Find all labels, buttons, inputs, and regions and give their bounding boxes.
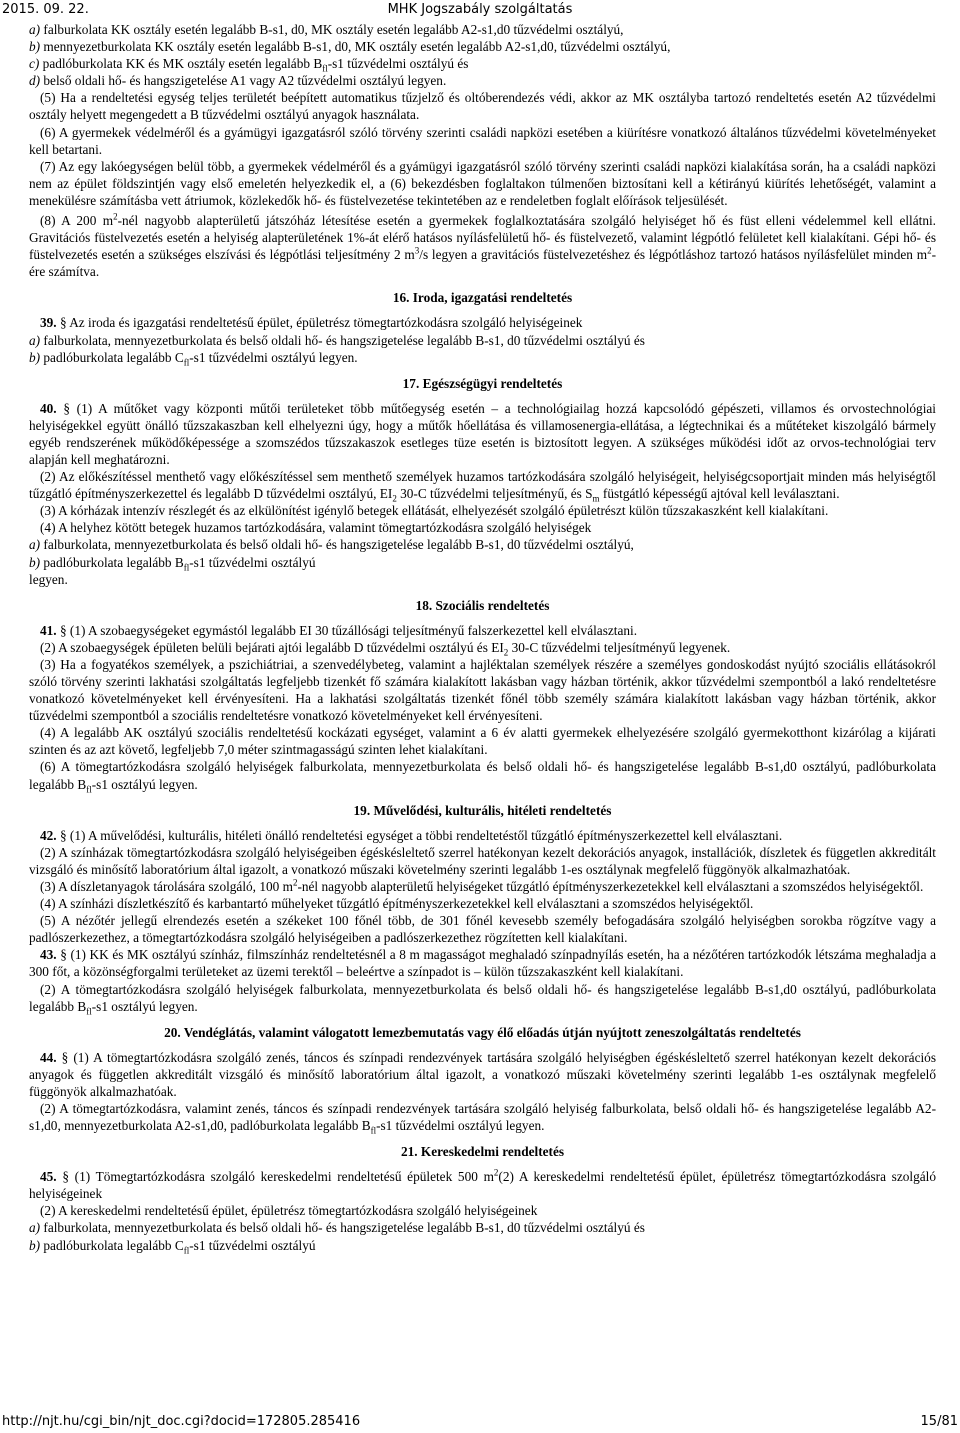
paragraph: legyen. [29,571,68,587]
section-number: 39. [40,315,57,331]
paragraph: (2) A kereskedelmi rendeltetésű épület, épületrész tömegtartózkodásra szolgáló helyiségeinek [40,1203,538,1219]
paragraph-text: (6) A tömegtartózkodásra szolgáló helyiségek falburkolata, mennyezetburkolata és belső oldali hő- és hangszigetelése legalább B-s1,d0 osztályú, padlóburkolata legalább B [29,759,936,792]
paragraph-text: (2) A tömegtartózkodásra szolgáló helyiségek falburkolata, mennyezetburkolata és belső oldali hő- és hangszigetelése legalább B-s1,d0 osztályú, padlóburkolata legalább B [29,981,936,1014]
superscript: 2 [113,211,118,222]
paragraph-text: -s1 tűzvédelmi osztályú és [327,56,469,72]
section-number: 42. [40,827,57,843]
paragraph: (7) Az egy lakóegységen belül több, a gyermekek védelméről és a gyámügyi igazgatásról szóló törvény szerinti családi napközi kialakítása során, ha a családi napközi nem az épület földszintjén vagy első emeletén helyezkedik el, a (6) bekezdésben foglaltakon túlmenően biztosítani kell a kétirányú kiürítés lehetőségét, valamint a menekülésre számításba vett átriumok, közlekedők hő- és füstelvezetése tekintetében az e rendeletben foglalt előírások teljesülését. [29,158,936,208]
paragraph [29,314,936,331]
item-letter: c) [29,56,40,72]
section-number: 41. [40,622,57,638]
paragraph-text: -s1 tűzvédelmi osztályú legyen. [189,349,358,365]
paragraph [29,1100,936,1134]
superscript: 2 [493,1167,499,1178]
paragraph-text: -s1 tűzvédelmi osztályú [189,1237,316,1253]
paragraph-text: füstgátló képességű ajtóval kell leválasztani. [599,486,840,502]
item-letter: a) [29,1220,41,1236]
section-heading: 20. Vendéglátás, valamint válogatott lemezbemutatás vagy élő előadás útján nyújtott zeneszolgáltatás rendeltetés [164,1024,801,1040]
paragraph: (4) A legalább AK osztályú szociális rendeltetésű kockázati egységet, valamint a 6 év alatti gyermekek elhelyezésére szolgáló gyermekotthont kizárólag a kijárati szinten és az azt követő, legfeljebb 7,0 méter szintmagasságú szinten lehet kialakítani. [29,725,936,758]
item-letter: b) [29,39,41,55]
paragraph [29,72,936,89]
paragraph-text: -nél nagyobb alapterületű helyiségeket tűzgátló építményszerkezetekkel kell elválasztani a szomszédos helyiségektől. [297,878,924,894]
subscript: fl [86,1006,92,1017]
section-heading: 16. Iroda, igazgatási rendeltetés [392,290,573,306]
paragraph-text: belső oldali hő- és hangszigetelése A1 vagy A2 tűzvédelmi osztályú legyen. [40,73,447,89]
paragraph-text: -ére számítva. [29,247,936,280]
paragraph: (3) Ha a fogyatékos személyek, a pszichiátriai, a szenvedélybeteg, valamint a hajléktalan személyek részére a személyes gondoskodást nyújtó szociális ellátásokról szóló törvény szerinti lakhatási szolgáltatás legfeljebb tizenkét fő számára kialakított lakásban vagy házban történik, akkor tűzvédelmi szempontból a lakó rendeltetésre vonatkozó követelményeket kell érvényesíteni. Ha a lakhatási szolgáltatás tizenkét főnél több személy számára kialakított lakásban vagy házban történik, akkor tűzvédelmi szempontból a szociális rendeltetésre vonatkozó követelményeket kell érvényesíteni. [29,656,936,724]
paragraph-text: 30-C tűzvédelmi teljesítményű, és S [396,486,593,502]
section-number: 43. [40,947,57,963]
print-date: 2015. 09. 22. [2,2,89,17]
paragraph [29,1168,936,1202]
page-header [0,1,960,19]
subscript: fl [86,784,92,795]
paragraph-text: -s1 tűzvédelmi osztályú [189,554,316,570]
paragraph [29,827,936,844]
section-heading: 17. Egészségügyi rendeltetés [402,375,563,391]
item-letter: a) [29,332,41,348]
superscript: 2 [927,245,932,256]
paragraph-text: (8) A 200 m [40,213,114,229]
paragraph [29,622,936,639]
paragraph: (5) Ha a rendeltetési egység teljes területét beépített automatikus tűzjelző és oltóberendezés védi, akkor az MK osztályba tartozó rendeltetés esetén A2 tűzvédelmi osztály helyett megengedett a B tűzvédelmi osztályú anyagok használata. [29,90,936,123]
paragraph [29,878,936,895]
subscript: fl [183,357,190,368]
paragraph [29,554,936,571]
item-letter: b) [29,554,41,570]
paragraph-text: -s1 osztályú legyen. [91,776,198,792]
paragraph: (3) A kórházak intenzív részlegét és az elkülönítést igénylő betegek ellátását, elhelyezését szolgáló épületrészt külön tűzszakaszként kell kialakítani. [40,503,829,519]
paragraph-text: § (1) A szobaegységeket egymástól legalább EI 30 tűzállósági teljesítményű falszerkezettel kell elválasztani. [56,622,638,638]
paragraph-text: falburkolata, mennyezetburkolata és belső oldali hő- és hangszigetelése legalább B-s1, d0 tűzvédelmi osztályú és [40,1220,645,1236]
subscript: fl [370,1125,377,1136]
paragraph: (5) A nézőtér jellegű elrendezés esetén a székeket 100 főnél több, de 301 főnél kevesebb személy befogadására szolgáló helyiségben sorokba rögzítve vagy a padlószerkezethez, a tömegtartózkodásra szolgáló helyiségeiben a padlószerkezethez rögzítetten kell kialakítani. [29,913,936,946]
item-letter: a) [29,537,41,553]
paragraph-text: § (1) A műtőket vagy központi műtői területeket több műtőegység esetén – a technológiailag hozzá kapcsolódó gépészeti, villamos és orvostechnológiai helyiségekkel együtt önálló tűzszakaszban kell elhelyezni úgy, hogy a műtők hőellátása és villamosenergia-ellátása, a légtechnikai és a műtéteket kiszolgáló bármely egyéb rendszerének működőképessége a szomszédos tűzszakaszok esetleges tüze esetén is biztosított legyen. A szükséges működési időt az orvos-technológiai terv alapján kell meghatározni. [29,400,936,467]
paragraph: (4) A helyhez kötött betegek huzamos tartózkodására, valamint tömegtartózkodásra szolgáló helyiségek [40,520,592,536]
paragraph [29,758,936,795]
section-number: 45. [40,1169,57,1185]
page-header-title: MHK Jogszabály szolgáltatás [387,2,573,17]
paragraph [29,21,936,38]
paragraph-text: § (1) Tömegtartózkodásra szolgáló kereskedelmi rendeltetésű épületek 500 m [56,1169,494,1185]
paragraph [29,400,936,468]
paragraph-text: (2) Az előkészítéssel menthető vagy előkészítéssel sem menthető személyek huzamos tartózkodására szolgáló helyiségeit, helyiségcsoportjait minden más helyiségtől tűzgátló építményszerkezettel és legalább D tűzvédelmi osztályú, EI [29,469,936,502]
paragraph-text: padlóburkolata KK és MK osztály esetén legalább B [39,56,323,72]
paragraph-text: falburkolata KK osztály esetén legalább B-s1, d0, MK osztály esetén legalább A2-s1,d0 tűzvédelmi osztályú, [40,22,624,37]
paragraph-text: -s1 tűzvédelmi osztályú legyen. [376,1118,545,1134]
paragraph [29,468,936,502]
paragraph [29,981,936,1015]
paragraph [29,38,936,55]
paragraph-text: (2) A tömegtartózkodásra, valamint zenés, táncos és színpadi rendezvények tartására szolgáló helyiség falburkolata, belső oldali hő- és hangszigetelése legalább A2-s1,d0, mennyezetburkolata A2-s1,d0, padlóburkolata legalább B [29,1100,936,1134]
superscript: 3 [414,245,420,256]
item-letter: b) [29,349,41,365]
paragraph-text: -nél nagyobb alapterületű játszóház létesítése esetén a gyermekek foglalkoztatására szolgáló helyiséget hő és füst elleni védelemmel kell ellátni. Gravitációs füstelvezetés esetén a helyiség alapterületének 1%-át elérő hatásos nyílásfelületű hő- és füstelvezető, valamint légpótló felületet kell kialakítani. Gépi hő- és füstelvezetés esetén a szükséges elszívási és légpótlási teljesítmény 2 m [29,213,936,263]
subscript: fl [322,63,328,74]
paragraph [29,1219,936,1236]
paragraph [29,1049,936,1100]
paragraph: (2) A színházak tömegtartózkodásra szolgáló helyiségeiben égéskésleltető szerrel hatékonyan kezelt dekorációs anyagok, installációk, díszletek és független akkreditált vizsgáló és minősítő laboratórium által igazolt, a vonatkozó műszaki követelmény szerinti legalább 1-es osztálynak megfelelő függönyök alkalmazhatóak. [29,844,936,877]
paragraph-text: falburkolata, mennyezetburkolata és belső oldali hő- és hangszigetelése legalább B-s1, d0 tűzvédelmi osztályú és [40,332,645,348]
section-heading: 21. Kereskedelmi rendeltetés [400,1144,565,1160]
paragraph-text: (3) A díszletanyagok tárolására szolgáló, 100 m [40,878,293,894]
section-number: 44. [40,1049,57,1065]
paragraph [29,639,936,656]
paragraph-text: padlóburkolata legalább C [40,1237,184,1253]
subscript: fl [183,562,190,573]
paragraph [29,332,936,349]
document-body [29,21,936,1254]
paragraph [29,55,936,72]
section-heading: 19. Művelődési, kulturális, hitéleti rendeltetés [353,802,612,818]
item-letter: d) [29,73,41,89]
paragraph-text: /s legyen a gravitációs füstelvezetéshez és légpótláshoz tartozó hatásos nyílásfelület minden m [419,247,928,263]
section-number: 40. [40,400,57,416]
superscript: 2 [292,877,298,888]
subscript: fl [183,1245,190,1256]
paragraph: (6) A gyermekek védelméről és a gyámügyi igazgatásról szóló törvény szerinti családi napközi esetében a kiürítésre vonatkozó általános tűzvédelmi követelményeket kell betartani. [29,124,936,157]
paragraph [29,946,936,980]
section-heading: 18. Szociális rendeltetés [415,597,550,613]
subscript: 2 [392,493,397,504]
paragraph [29,349,936,366]
paragraph-text: 30-C tűzvédelmi teljesítményű legyenek. [508,639,731,655]
paragraph-text: falburkolata, mennyezetburkolata és belső oldali hő- és hangszigetelése legalább B-s1, d0 tűzvédelmi osztályú, [40,537,634,553]
paragraph-text: § Az iroda és igazgatási rendeltetésű épület, épületrész tömegtartózkodásra szolgáló helyiségeinek [56,315,583,331]
paragraph-text: mennyezetburkolata KK osztály esetén legalább B-s1, d0, MK osztály esetén legalább A2-s1,d0, tűzvédelmi osztályú, [40,39,671,55]
paragraph-text: § (1) A tömegtartózkodásra szolgáló zenés, táncos és színpadi rendezvények tartására szolgáló helyiségben égéskésleltető szerrel hatékonyan kezelt dekorációs anyagok és független akkreditált vizsgáló és minősítő laboratórium által igazolt, a vonatkozó műszaki követelmény szerinti legalább 1-es osztálynak megfelelő függönyök alkalmazhatóak. [29,1049,936,1099]
paragraph-text: § (1) KK és MK osztályú színház, filmszínház rendeltetésnél a 8 m magasságot meghaladó színpadnyílás esetén, ha a nézőtéren tartózkodók létszáma meghaladja a 300 főt, a közönségforgalmi területeket az üzemi terektől – beleértve a színpadot is – külön tűzszakaszként kell kialakítani. [29,947,936,980]
item-letter: b) [29,1237,41,1253]
subscript: m [592,493,600,504]
paragraph-text: (2) A szobaegységek épületen belüli bejárati ajtói legalább D tűzvédelmi osztályú és EI [40,639,504,655]
page-footer [0,1413,960,1431]
item-letter: a) [29,22,41,37]
paragraph-text: padlóburkolata legalább B [40,554,184,570]
subscript: 2 [503,647,509,658]
paragraph [29,212,936,280]
paragraph-text: padlóburkolata legalább C [40,349,184,365]
page-number: 15/81 [920,1414,958,1429]
paragraph-text: § (1) A művelődési, kulturális, hitéleti önálló rendeltetési egységet a többi rendeltetéstől tűzgátló építményszerkezettel kell elválasztani. [56,827,783,843]
source-url: http://njt.hu/cgi_bin/njt_doc.cgi?docid=172805.285416 [2,1414,361,1429]
paragraph [29,536,936,553]
paragraph-text: (2) A kereskedelmi rendeltetésű épület, épületrész tömegtartózkodásra szolgáló helyiségeinek [29,1169,936,1202]
paragraph: (4) A színházi díszletkészítő és karbantartó műhelyeket tűzgátló építményszerkezetekkel kell elválasztani a szomszédos helyiségektől. [40,896,754,912]
paragraph [29,1237,936,1254]
paragraph-text: -s1 osztályú legyen. [91,998,198,1014]
